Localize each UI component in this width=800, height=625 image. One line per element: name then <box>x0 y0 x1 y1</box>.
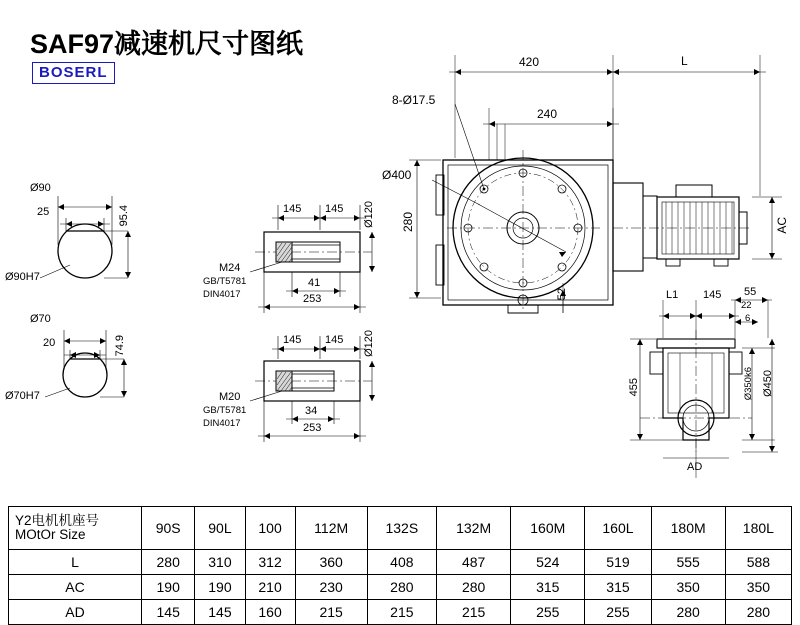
cell-AC-7: 315 <box>585 575 651 600</box>
table-row <box>9 550 792 575</box>
row-label-AC: AC <box>9 575 142 600</box>
dim-lower-thread: M20 <box>219 391 241 403</box>
dim-lower-std1: GB/T5781 <box>203 405 247 416</box>
dim-dia-350: Ø350k6 <box>743 367 754 401</box>
cell-AD-6: 255 <box>511 600 585 625</box>
dim-lower-dia: Ø120 <box>363 330 375 357</box>
dim-22: 22 <box>741 300 752 311</box>
cell-AD-4: 215 <box>367 600 436 625</box>
table-col-8: 180M <box>651 507 725 550</box>
dim-lower-std2: DIN4017 <box>203 418 241 429</box>
cell-L-8: 555 <box>651 550 725 575</box>
table-col-6: 160M <box>511 507 585 550</box>
dim-dia-450: Ø450 <box>762 370 774 397</box>
dim-upper-dia: Ø120 <box>363 201 375 228</box>
dim-upper-std2: DIN4017 <box>203 289 241 300</box>
dim-L1: L1 <box>666 289 679 301</box>
table-col-3: 112M <box>295 507 367 550</box>
table-col-9: 180L <box>725 507 791 550</box>
dim-upper-thread: M24 <box>219 262 241 274</box>
table-col-4: 132S <box>367 507 436 550</box>
table-col-2: 100 <box>245 507 295 550</box>
cell-AC-2: 210 <box>245 575 295 600</box>
dim-6: 6 <box>745 313 751 324</box>
dim-145-br: 145 <box>703 289 722 301</box>
table-header-cn: Y2电机机座号 <box>15 512 100 528</box>
table-header-en: MOtOr Size <box>15 527 86 542</box>
dim-hole-note: 8-Ø17.5 <box>392 93 436 107</box>
dim-upper-253: 253 <box>303 293 322 305</box>
dim-420: 420 <box>519 55 540 69</box>
cell-AC-9: 350 <box>725 575 791 600</box>
cell-L-4: 408 <box>367 550 436 575</box>
dim-shaft-bottom-height: 74.9 <box>114 335 126 357</box>
brand-badge: BOSERL <box>32 62 115 84</box>
cell-AD-3: 215 <box>295 600 367 625</box>
cell-AD-0: 145 <box>142 600 195 625</box>
cell-AC-1: 190 <box>195 575 245 600</box>
table-col-0: 90S <box>142 507 195 550</box>
table-col-7: 160L <box>585 507 651 550</box>
motor-size-table <box>8 506 792 625</box>
cell-L-0: 280 <box>142 550 195 575</box>
dim-dia-400: Ø400 <box>382 168 412 182</box>
dim-upper-145-left: 145 <box>283 203 302 215</box>
row-label-AD: AD <box>9 600 142 625</box>
cell-L-5: 487 <box>437 550 511 575</box>
dim-shaft-bottom-bore: Ø70H7 <box>5 390 40 402</box>
dim-lower-34: 34 <box>305 405 318 417</box>
cell-AD-5: 215 <box>437 600 511 625</box>
row-label-L: L <box>9 550 142 575</box>
dim-shaft-bottom-key: 20 <box>43 337 56 349</box>
cell-L-3: 360 <box>295 550 367 575</box>
cell-AD-8: 280 <box>651 600 725 625</box>
table-col-5: 132M <box>437 507 511 550</box>
cell-AC-3: 230 <box>295 575 367 600</box>
cell-AD-9: 280 <box>725 600 791 625</box>
dim-shaft-top-bore: Ø90H7 <box>5 271 40 283</box>
cell-L-7: 519 <box>585 550 651 575</box>
dim-55: 55 <box>744 286 757 298</box>
dim-lower-145-right: 145 <box>325 334 344 346</box>
cell-AD-7: 255 <box>585 600 651 625</box>
dim-upper-41: 41 <box>308 277 321 289</box>
dim-240: 240 <box>537 107 558 121</box>
dim-lower-253: 253 <box>303 422 322 434</box>
cell-AD-2: 160 <box>245 600 295 625</box>
cell-L-6: 524 <box>511 550 585 575</box>
table-row <box>9 600 792 625</box>
dim-455: 455 <box>628 378 640 397</box>
table-header-row <box>9 507 792 550</box>
cell-AC-8: 350 <box>651 575 725 600</box>
dim-52: 52 <box>556 288 568 301</box>
dim-shaft-bottom-dia: Ø70 <box>30 313 51 325</box>
dim-AC: AC <box>775 217 789 234</box>
cell-AC-4: 280 <box>367 575 436 600</box>
dim-AD: AD <box>687 461 703 473</box>
dim-L: L <box>681 54 688 68</box>
dim-shaft-top-key: 25 <box>37 206 50 218</box>
dim-shaft-top-height: 95.4 <box>118 205 130 227</box>
cell-AC-6: 315 <box>511 575 585 600</box>
table-row <box>9 575 792 600</box>
cell-AD-1: 145 <box>195 600 245 625</box>
cell-L-9: 588 <box>725 550 791 575</box>
cell-L-2: 312 <box>245 550 295 575</box>
dim-shaft-top-dia: Ø90 <box>30 182 51 194</box>
cell-L-1: 310 <box>195 550 245 575</box>
dim-280: 280 <box>401 212 415 233</box>
table-col-1: 90L <box>195 507 245 550</box>
cell-AC-5: 280 <box>437 575 511 600</box>
page-title: SAF97减速机尺寸图纸 <box>30 29 304 59</box>
cell-AC-0: 190 <box>142 575 195 600</box>
dim-lower-145-left: 145 <box>283 334 302 346</box>
dim-upper-145-right: 145 <box>325 203 344 215</box>
dim-upper-std1: GB/T5781 <box>203 276 247 287</box>
table-row-header-cell <box>9 507 142 550</box>
